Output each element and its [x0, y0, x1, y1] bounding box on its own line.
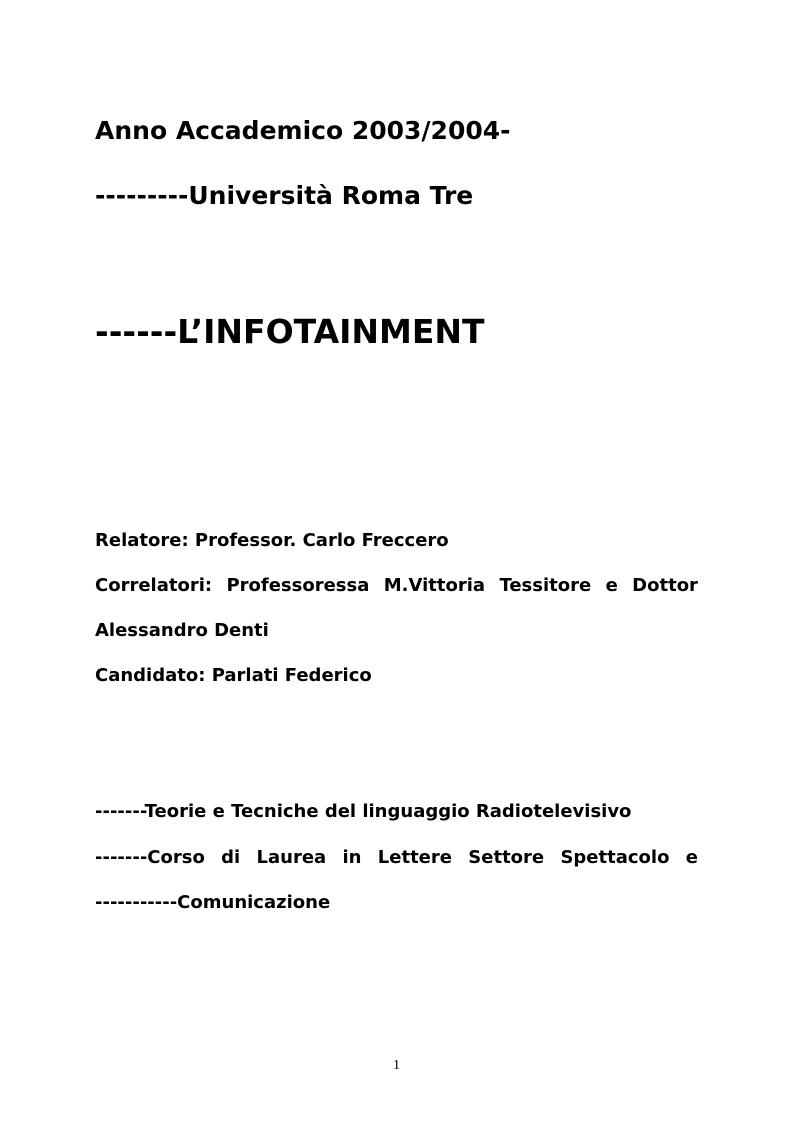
candidato-line: Candidato: Parlati Federico: [95, 665, 372, 686]
degree-word: e: [685, 847, 698, 868]
correlatori-word: Correlatori:: [95, 575, 213, 596]
relatore-line: Relatore: Professor. Carlo Freccero: [95, 530, 449, 551]
degree-word: Spettacolo: [560, 847, 670, 868]
degree-word: Laurea: [256, 847, 327, 868]
page-number: 1: [393, 1058, 400, 1073]
degree-line: [95, 847, 698, 868]
correlatori-word: Tessitore: [499, 575, 592, 596]
correlatori-line: [95, 575, 698, 596]
correlatori-word: Dottor: [632, 575, 698, 596]
degree-word: di: [221, 847, 241, 868]
degree-word: Lettere: [377, 847, 452, 868]
degree-word: -------Corso: [95, 847, 205, 868]
course-subject: -------Teorie e Tecniche del linguaggio Radiotelevisivo: [95, 801, 632, 822]
degree-continuation: -----------Comunicazione: [95, 892, 331, 913]
correlatori-word: M.Vittoria: [383, 575, 486, 596]
thesis-title: ------L’INFOTAINMENT: [95, 312, 485, 351]
academic-year: Anno Accademico 2003/2004-: [95, 116, 511, 145]
correlatori-word: Professoressa: [226, 575, 370, 596]
degree-word: in: [342, 847, 362, 868]
university-name: ---------Università Roma Tre: [95, 181, 474, 210]
correlatori-continuation: Alessandro Denti: [95, 620, 269, 641]
degree-word: Settore: [468, 847, 545, 868]
correlatori-word: e: [605, 575, 618, 596]
